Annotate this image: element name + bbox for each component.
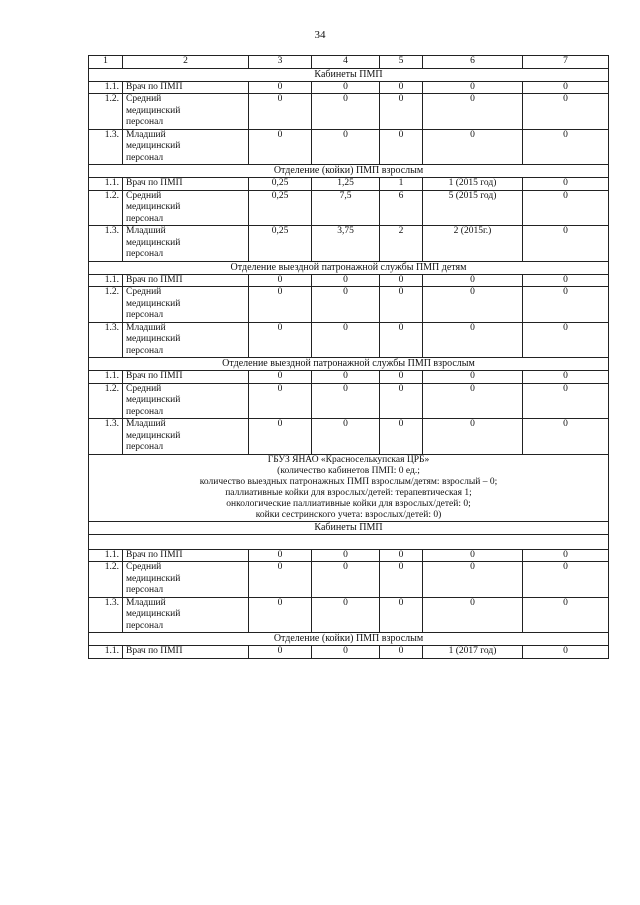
section-title: Отделение выездной патронажной службы ПМП взрослым bbox=[89, 358, 609, 371]
table-row bbox=[89, 549, 609, 562]
value-cell-c4: 0 bbox=[312, 129, 380, 165]
position-name-line: персонал bbox=[126, 406, 164, 417]
value-cell-c3: 0 bbox=[249, 287, 312, 323]
value-cell-c5: 0 bbox=[380, 322, 423, 358]
position-name-line: Средний bbox=[126, 190, 162, 201]
value-cell-c6: 0 bbox=[423, 287, 523, 323]
row-number-cell: 1.3. bbox=[89, 597, 123, 633]
table-row bbox=[89, 597, 609, 633]
value-cell-c3: 0 bbox=[249, 597, 312, 633]
value-cell-c3: 0,25 bbox=[249, 190, 312, 226]
value-cell-c4: 0 bbox=[312, 81, 380, 94]
value-cell-c5: 0 bbox=[380, 129, 423, 165]
empty-row bbox=[89, 534, 609, 549]
empty-cell bbox=[89, 534, 609, 549]
value-cell-c4: 3,75 bbox=[312, 226, 380, 262]
position-name-line: персонал bbox=[126, 585, 164, 595]
table-row bbox=[89, 274, 609, 287]
organization-info-line: паллиативные койки для взрослых/детей: терапевтическая 1; bbox=[225, 487, 472, 498]
position-name-line: медицинский bbox=[126, 573, 181, 584]
position-name-line: Средний bbox=[126, 287, 162, 297]
value-cell-c5: 0 bbox=[380, 646, 423, 659]
section-header-row bbox=[89, 165, 609, 178]
row-number-cell: 1.2. bbox=[89, 383, 123, 419]
position-name-line: Врач по ПМП bbox=[126, 371, 183, 381]
table-row bbox=[89, 129, 609, 165]
value-cell-c6: 0 bbox=[423, 274, 523, 287]
position-name-cell bbox=[123, 562, 249, 598]
position-name-cell bbox=[123, 190, 249, 226]
position-name-line: персонал bbox=[126, 213, 164, 224]
value-cell-c7: 0 bbox=[523, 129, 609, 165]
value-cell-c5: 6 bbox=[380, 190, 423, 226]
value-cell-c4: 0 bbox=[312, 419, 380, 455]
value-cell-c3: 0 bbox=[249, 549, 312, 562]
row-number-cell: 1.3. bbox=[89, 129, 123, 165]
value-cell-c6: 0 bbox=[423, 129, 523, 165]
value-cell-c7: 0 bbox=[523, 597, 609, 633]
position-name-cell bbox=[123, 383, 249, 419]
value-cell-c7: 0 bbox=[523, 190, 609, 226]
value-cell-c7: 0 bbox=[523, 178, 609, 191]
row-number-cell: 1.2. bbox=[89, 287, 123, 323]
column-header: 3 bbox=[249, 56, 312, 69]
table-row bbox=[89, 190, 609, 226]
row-number-cell: 1.1. bbox=[89, 371, 123, 384]
position-name-line: Средний bbox=[126, 562, 162, 572]
table-row bbox=[89, 178, 609, 191]
position-name-line: Младший bbox=[126, 322, 166, 333]
value-cell-c4: 0 bbox=[312, 549, 380, 562]
table-row bbox=[89, 383, 609, 419]
position-name-line: Младший bbox=[126, 226, 166, 236]
position-name-line: Средний bbox=[126, 383, 162, 394]
organization-info-line: онкологические паллиативные койки для взрослых/детей: 0; bbox=[226, 498, 471, 509]
value-cell-c7: 0 bbox=[523, 383, 609, 419]
value-cell-c7: 0 bbox=[523, 287, 609, 323]
section-title: Кабинеты ПМП bbox=[89, 521, 609, 534]
table-row bbox=[89, 419, 609, 455]
section-header-row bbox=[89, 261, 609, 274]
position-name-line: медицинский bbox=[126, 430, 181, 441]
value-cell-c5: 0 bbox=[380, 94, 423, 130]
column-header: 4 bbox=[312, 56, 380, 69]
value-cell-c6: 0 bbox=[423, 549, 523, 562]
value-cell-c6: 0 bbox=[423, 94, 523, 130]
position-name-line: медицинский bbox=[126, 141, 181, 151]
position-name-cell bbox=[123, 94, 249, 130]
value-cell-c3: 0 bbox=[249, 81, 312, 94]
position-name-line: Врач по ПМП bbox=[126, 178, 183, 188]
value-cell-c4: 0 bbox=[312, 597, 380, 633]
position-name-line: Врач по ПМП bbox=[126, 81, 183, 92]
position-name-cell bbox=[123, 81, 249, 94]
column-header: 2 bbox=[123, 56, 249, 69]
position-name-line: Врач по ПМП bbox=[126, 549, 183, 560]
position-name-line: персонал bbox=[126, 249, 164, 259]
value-cell-c4: 0 bbox=[312, 94, 380, 130]
column-header: 6 bbox=[423, 56, 523, 69]
value-cell-c3: 0 bbox=[249, 322, 312, 358]
row-number-cell: 1.1. bbox=[89, 81, 123, 94]
value-cell-c4: 0 bbox=[312, 383, 380, 419]
position-name-line: медицинский bbox=[126, 298, 181, 309]
value-cell-c7: 0 bbox=[523, 226, 609, 262]
value-cell-c6: 1 (2017 год) bbox=[423, 646, 523, 659]
section-title: Отделение выездной патронажной службы ПМП детям bbox=[89, 261, 609, 274]
section-header-row bbox=[89, 521, 609, 534]
position-name-line: персонал bbox=[126, 345, 164, 356]
column-number-row bbox=[89, 56, 609, 69]
value-cell-c7: 0 bbox=[523, 646, 609, 659]
position-name-line: Младший bbox=[126, 129, 166, 140]
table-row bbox=[89, 646, 609, 659]
value-cell-c7: 0 bbox=[523, 274, 609, 287]
value-cell-c7: 0 bbox=[523, 419, 609, 455]
organization-info-line: койки сестринского учета: взрослых/детей: 0) bbox=[255, 509, 442, 520]
value-cell-c7: 0 bbox=[523, 371, 609, 384]
position-name-cell bbox=[123, 322, 249, 358]
value-cell-c4: 1,25 bbox=[312, 178, 380, 191]
position-name-line: персонал bbox=[126, 152, 164, 163]
value-cell-c6: 5 (2015 год) bbox=[423, 190, 523, 226]
organization-row bbox=[89, 454, 609, 521]
position-name-line: персонал bbox=[126, 620, 164, 631]
row-number-cell: 1.1. bbox=[89, 274, 123, 287]
position-name-cell bbox=[123, 646, 249, 659]
value-cell-c5: 0 bbox=[380, 383, 423, 419]
column-header: 7 bbox=[523, 56, 609, 69]
value-cell-c6: 2 (2015г.) bbox=[423, 226, 523, 262]
row-number-cell: 1.1. bbox=[89, 646, 123, 659]
position-name-line: медицинский bbox=[126, 237, 181, 248]
value-cell-c5: 0 bbox=[380, 371, 423, 384]
value-cell-c3: 0 bbox=[249, 562, 312, 598]
position-name-cell bbox=[123, 274, 249, 287]
value-cell-c5: 0 bbox=[380, 81, 423, 94]
value-cell-c6: 0 bbox=[423, 383, 523, 419]
organization-info bbox=[89, 454, 609, 521]
value-cell-c6: 0 bbox=[423, 597, 523, 633]
table-row bbox=[89, 81, 609, 94]
value-cell-c4: 0 bbox=[312, 646, 380, 659]
row-number-cell: 1.1. bbox=[89, 178, 123, 191]
column-header: 1 bbox=[89, 56, 123, 69]
position-name-line: Младший bbox=[126, 419, 166, 429]
value-cell-c5: 0 bbox=[380, 274, 423, 287]
value-cell-c3: 0 bbox=[249, 383, 312, 419]
value-cell-c6: 0 bbox=[423, 81, 523, 94]
value-cell-c6: 0 bbox=[423, 562, 523, 598]
position-name-cell bbox=[123, 287, 249, 323]
position-name-cell bbox=[123, 129, 249, 165]
value-cell-c4: 0 bbox=[312, 371, 380, 384]
position-name-line: Врач по ПМП bbox=[126, 274, 183, 285]
value-cell-c4: 7,5 bbox=[312, 190, 380, 226]
row-number-cell: 1.1. bbox=[89, 549, 123, 562]
table-row bbox=[89, 562, 609, 598]
table-row bbox=[89, 322, 609, 358]
value-cell-c6: 0 bbox=[423, 371, 523, 384]
value-cell-c4: 0 bbox=[312, 322, 380, 358]
row-number-cell: 1.3. bbox=[89, 419, 123, 455]
table-row bbox=[89, 371, 609, 384]
section-title: Отделение (койки) ПМП взрослым bbox=[89, 165, 609, 178]
position-name-line: медицинский bbox=[126, 202, 181, 212]
value-cell-c7: 0 bbox=[523, 94, 609, 130]
position-name-line: персонал bbox=[126, 117, 164, 127]
organization-info-line: количество выездных патронажных ПМП взрослым/детям: взрослый – 0; bbox=[199, 476, 498, 487]
table-row bbox=[89, 94, 609, 130]
value-cell-c5: 0 bbox=[380, 562, 423, 598]
value-cell-c5: 2 bbox=[380, 226, 423, 262]
value-cell-c6: 1 (2015 год) bbox=[423, 178, 523, 191]
position-name-cell bbox=[123, 178, 249, 191]
organization-info-line: (количество кабинетов ПМП: 0 ед.; bbox=[277, 465, 420, 476]
value-cell-c6: 0 bbox=[423, 419, 523, 455]
position-name-cell bbox=[123, 226, 249, 262]
value-cell-c5: 0 bbox=[380, 287, 423, 323]
position-name-line: медицинский bbox=[126, 334, 181, 344]
value-cell-c7: 0 bbox=[523, 322, 609, 358]
section-title: Отделение (койки) ПМП взрослым bbox=[89, 633, 609, 646]
value-cell-c3: 0 bbox=[249, 94, 312, 130]
organization-info-line: ГБУЗ ЯНАО «Красноселькупская ЦРБ» bbox=[267, 454, 430, 465]
value-cell-c7: 0 bbox=[523, 81, 609, 94]
value-cell-c4: 0 bbox=[312, 562, 380, 598]
column-header: 5 bbox=[380, 56, 423, 69]
position-name-cell bbox=[123, 597, 249, 633]
value-cell-c5: 0 bbox=[380, 419, 423, 455]
value-cell-c3: 0,25 bbox=[249, 178, 312, 191]
position-name-line: Средний bbox=[126, 94, 162, 104]
value-cell-c3: 0 bbox=[249, 419, 312, 455]
value-cell-c6: 0 bbox=[423, 322, 523, 358]
position-name-line: медицинский bbox=[126, 395, 181, 405]
position-name-line: медицинский bbox=[126, 105, 181, 116]
row-number-cell: 1.2. bbox=[89, 562, 123, 598]
position-name-line: персонал bbox=[126, 442, 164, 452]
page-number: 34 bbox=[314, 29, 326, 41]
row-number-cell: 1.3. bbox=[89, 322, 123, 358]
value-cell-c4: 0 bbox=[312, 287, 380, 323]
position-name-line: медицинский bbox=[126, 609, 181, 619]
position-name-cell bbox=[123, 549, 249, 562]
row-number-cell: 1.2. bbox=[89, 94, 123, 130]
value-cell-c7: 0 bbox=[523, 549, 609, 562]
value-cell-c4: 0 bbox=[312, 274, 380, 287]
value-cell-c3: 0 bbox=[249, 371, 312, 384]
row-number-cell: 1.3. bbox=[89, 226, 123, 262]
value-cell-c5: 0 bbox=[380, 549, 423, 562]
value-cell-c7: 0 bbox=[523, 562, 609, 598]
position-name-line: персонал bbox=[126, 310, 164, 320]
section-header-row bbox=[89, 358, 609, 371]
section-header-row bbox=[89, 633, 609, 646]
value-cell-c3: 0 bbox=[249, 646, 312, 659]
staffing-table bbox=[88, 55, 609, 659]
table-body bbox=[89, 56, 609, 659]
value-cell-c3: 0,25 bbox=[249, 226, 312, 262]
position-name-cell bbox=[123, 419, 249, 455]
value-cell-c3: 0 bbox=[249, 274, 312, 287]
position-name-cell bbox=[123, 371, 249, 384]
position-name-line: Врач по ПМП bbox=[126, 646, 183, 656]
section-header-row bbox=[89, 68, 609, 81]
section-title: Кабинеты ПМП bbox=[89, 68, 609, 81]
value-cell-c5: 0 bbox=[380, 597, 423, 633]
value-cell-c5: 1 bbox=[380, 178, 423, 191]
value-cell-c3: 0 bbox=[249, 129, 312, 165]
position-name-line: Младший bbox=[126, 597, 166, 608]
row-number-cell: 1.2. bbox=[89, 190, 123, 226]
table-row bbox=[89, 226, 609, 262]
table-row bbox=[89, 287, 609, 323]
